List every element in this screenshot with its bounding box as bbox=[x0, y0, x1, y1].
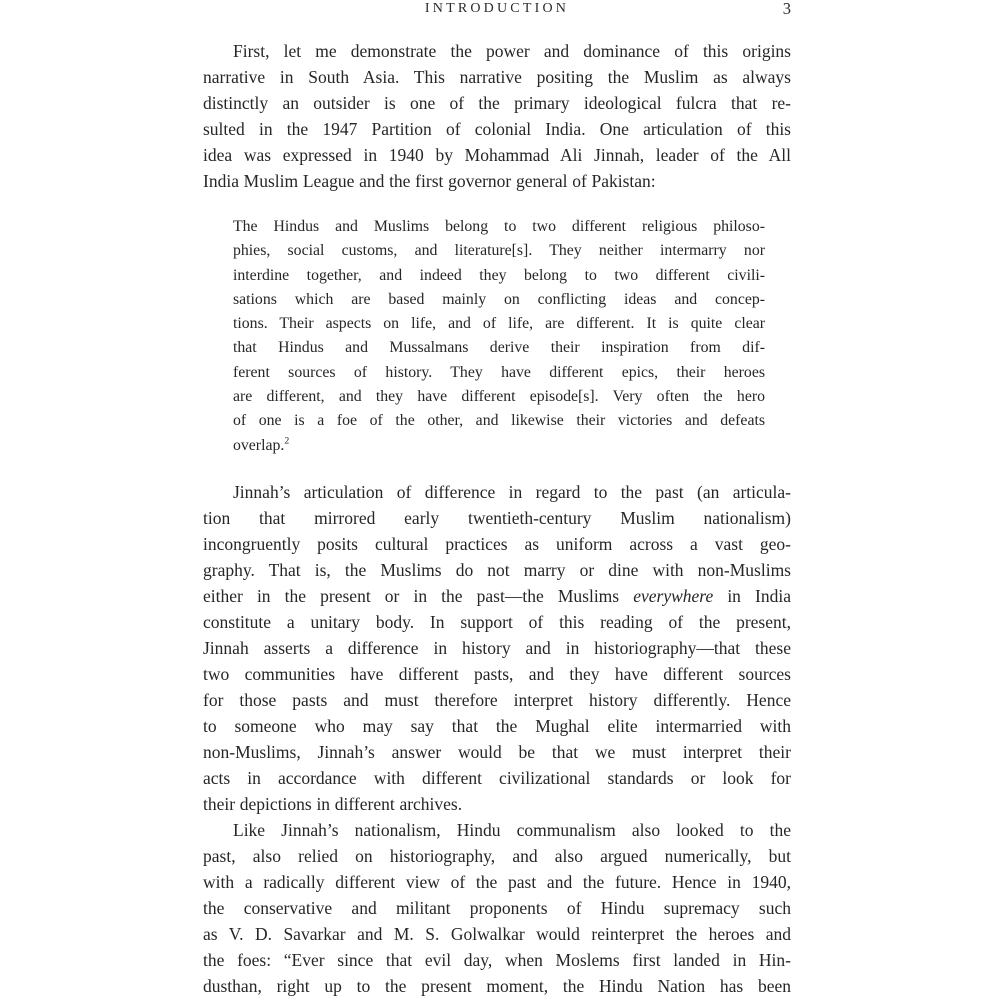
text-line: interdine together, and indeed they belong to two different civili- bbox=[233, 266, 765, 284]
text-line: Jinnah asserts a difference in history and in historiography—that these bbox=[203, 637, 791, 658]
text-line: dusthan, right up to the present moment, the Hindu Nation has been bbox=[203, 975, 791, 996]
text-line: India Muslim League and the first governor general of Pakistan: bbox=[203, 171, 656, 191]
block-quote bbox=[233, 215, 765, 458]
text-line: sulted in the 1947 Partition of colonial India. One articulation of this bbox=[203, 119, 791, 139]
text-line: sations which are based mainly on conflicting ideas and concep- bbox=[233, 290, 765, 308]
text-line: Jinnah’s articulation of difference in regard to the past (an articula- bbox=[233, 481, 791, 502]
text-line: First, let me demonstrate the power and dominance of this origins bbox=[233, 41, 791, 61]
text-line: Like Jinnah’s nationalism, Hindu communalism also looked to the bbox=[233, 819, 791, 840]
text-line: graphy. That is, the Muslims do not marry or dine with non-Muslims bbox=[203, 559, 791, 580]
text-line: ferent sources of history. They have different epics, their heroes bbox=[233, 363, 765, 381]
running-header: INTRODUCTION bbox=[424, 1, 570, 16]
text-line: past, also relied on historiography, and also argued numerically, but bbox=[203, 845, 791, 866]
text-line: either in the present or in the past—the Muslims everywhere in India bbox=[203, 585, 791, 606]
text-line: that Hindus and Mussalmans derive their inspiration from dif- bbox=[233, 339, 765, 357]
text-line: acts in accordance with different civilizational standards or look for bbox=[203, 767, 791, 788]
text-line: two communities have different pasts, and they have different sources bbox=[203, 663, 791, 684]
text-line: The Hindus and Muslims belong to two different religious philoso- bbox=[233, 218, 765, 235]
body-paragraph bbox=[203, 38, 791, 194]
text-line: the conservative and militant proponents of Hindu supremacy such bbox=[203, 897, 791, 918]
text-line: distinctly an outsider is one of the primary ideological fulcra that re- bbox=[203, 93, 791, 113]
text-line: their depictions in different archives. bbox=[203, 793, 463, 814]
text-line: for those pasts and must therefore interpret history differently. Hence bbox=[203, 689, 791, 710]
text-line: as V. D. Savarkar and M. S. Golwalkar would reinterpret the heroes and bbox=[203, 923, 791, 944]
text-line: tions. Their aspects on life, and of life, are different. It is quite clear bbox=[233, 315, 765, 333]
text-line: non-Muslims, Jinnah’s answer would be that we must interpret their bbox=[203, 741, 791, 762]
text-blocks bbox=[203, 38, 791, 999]
body-paragraph bbox=[203, 817, 791, 999]
page-header bbox=[203, 0, 791, 17]
text-line: are different, and they have different episode[s]. Very often the hero bbox=[233, 388, 765, 406]
text-line: the foes: “Ever since that evil day, when Moslems first landed in Hin- bbox=[203, 949, 791, 970]
text-line: to someone who may say that the Mughal elite intermarried with bbox=[203, 715, 791, 736]
text-line: narrative in South Asia. This narrative positing the Muslim as always bbox=[203, 67, 791, 87]
text-line: incongruently posits cultural practices as uniform across a vast geo- bbox=[203, 533, 791, 554]
page-number: 3 bbox=[782, 0, 791, 18]
text-column bbox=[203, 0, 791, 999]
text-line: phies, social customs, and literature[s]. They neither intermarry nor bbox=[233, 242, 765, 260]
text-line: with a radically different view of the past and the future. Hence in 1940, bbox=[203, 871, 791, 892]
text-line: of one is a foe of the other, and likewise their victories and defeats bbox=[233, 412, 765, 430]
text-line: idea was expressed in 1940 by Mohammad Ali Jinnah, leader of the All bbox=[203, 145, 791, 165]
text-line: overlap.$^2$ bbox=[233, 435, 290, 454]
text-line: tion that mirrored early twentieth-century Muslim nationalism) bbox=[203, 507, 791, 528]
body-paragraph bbox=[203, 479, 791, 817]
text-line: constitute a unitary body. In support of this reading of the present, bbox=[203, 611, 791, 632]
